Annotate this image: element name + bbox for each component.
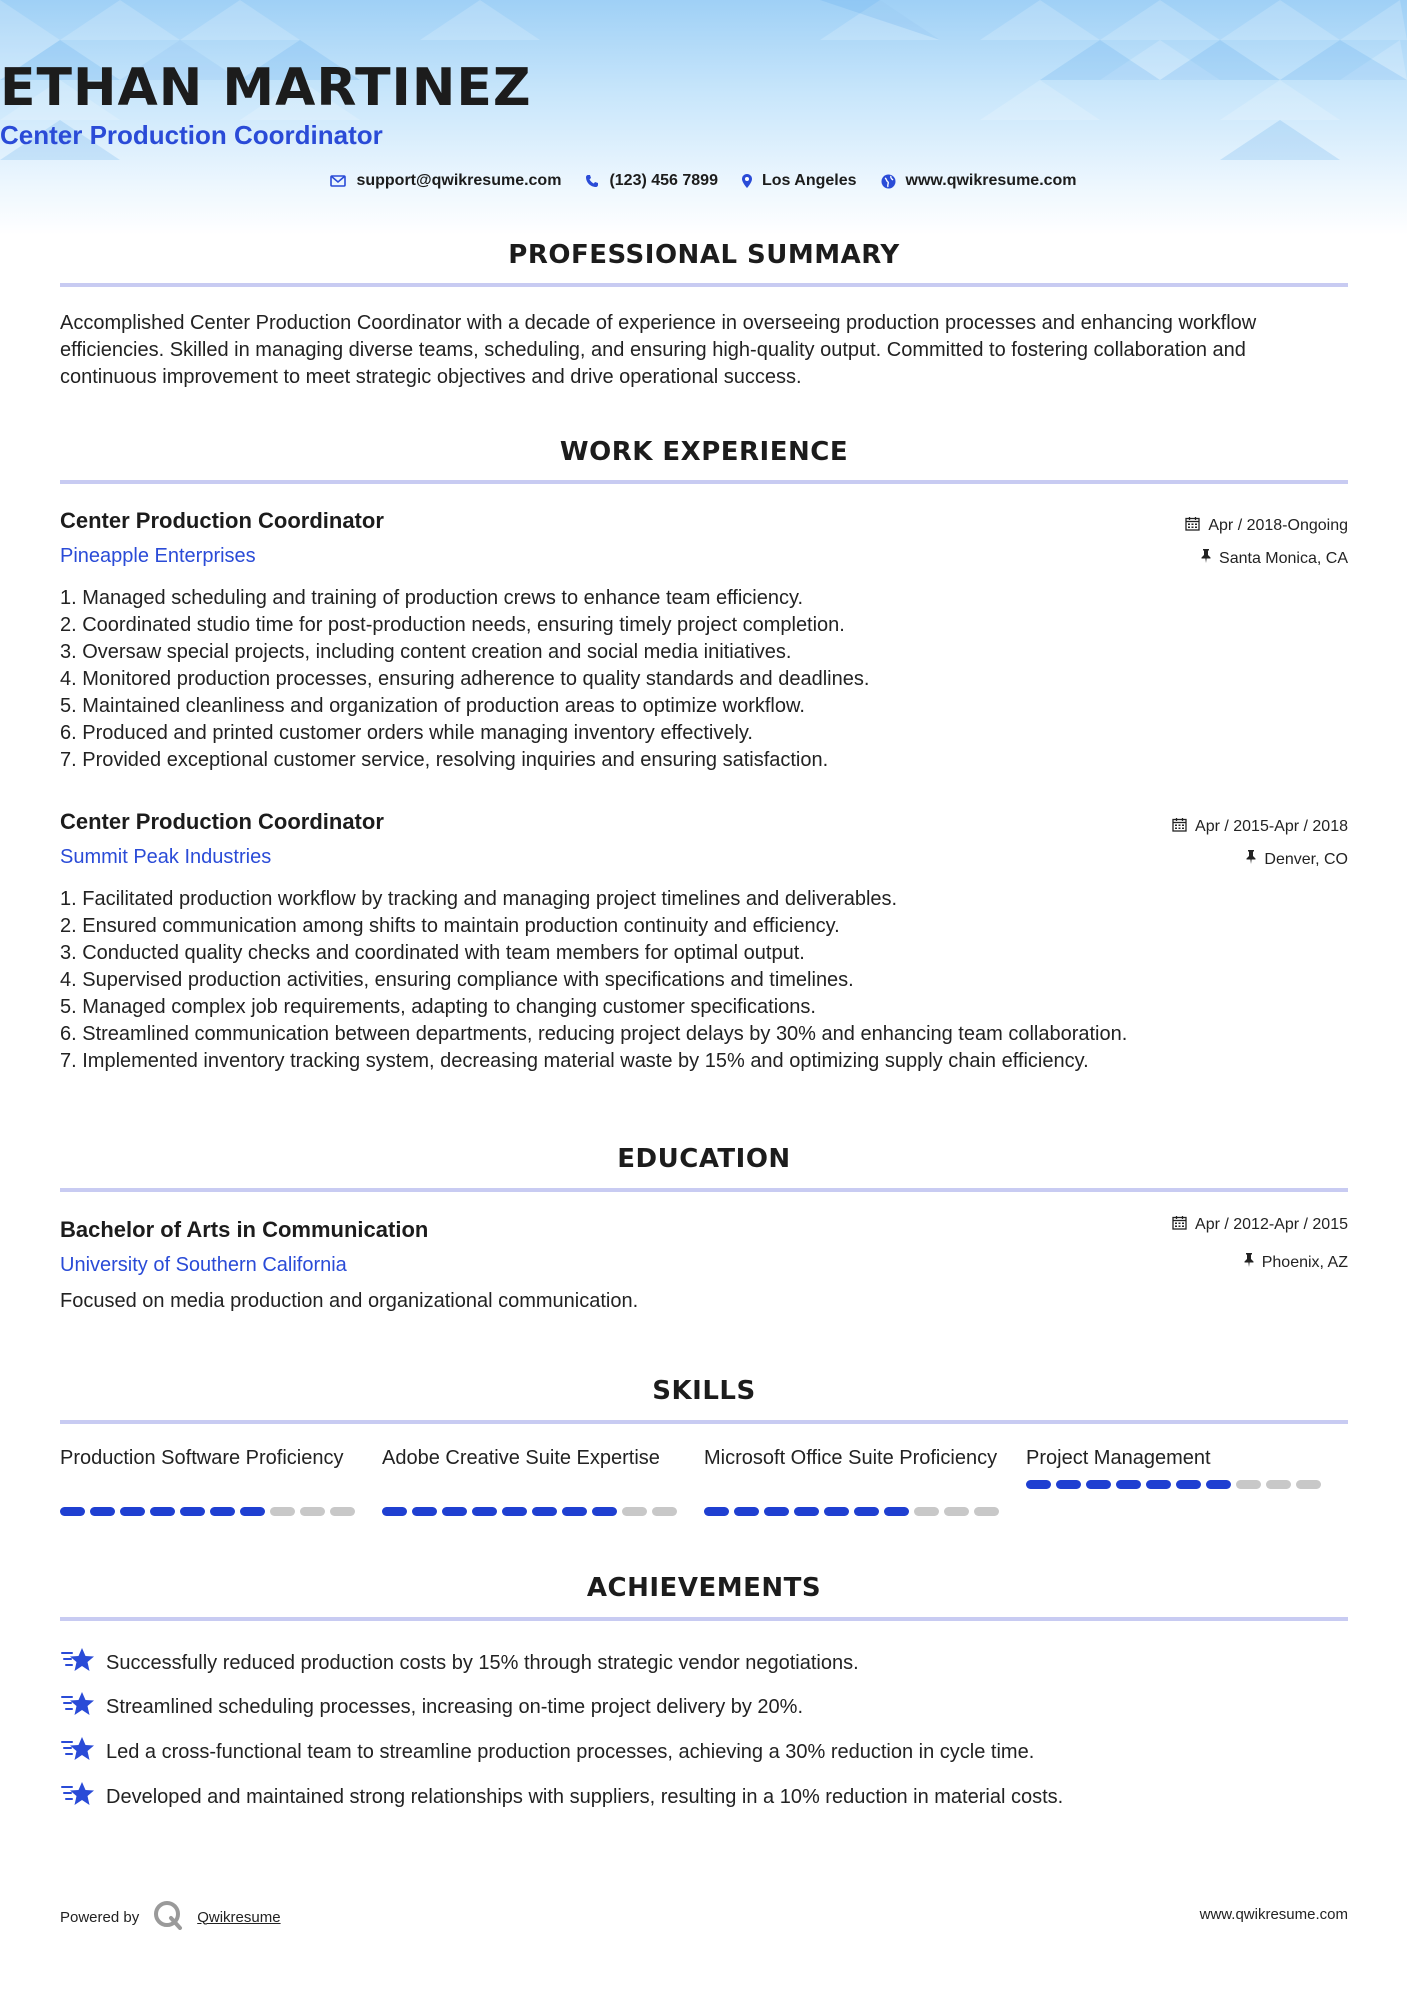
list-item: 3. Oversaw special projects, including content creation and social media initiatives. — [60, 641, 792, 663]
contact-phone[interactable] — [585, 172, 718, 190]
skill-segment-filled — [1146, 1480, 1171, 1489]
list-item: 6. Streamlined communication between departments, reducing project delays by 30% and enhancing team collaboration. — [60, 1023, 1128, 1045]
list-item: 5. Managed complex job requirements, adapting to changing customer specifications. — [60, 996, 816, 1018]
calendar-icon — [1172, 1215, 1187, 1235]
achievement-item — [60, 1734, 1348, 1770]
skills-divider — [60, 1420, 1348, 1424]
education-divider — [60, 1188, 1348, 1192]
list-item: 7. Implemented inventory tracking system, decreasing material waste by 15% and optimizing supply chain efficiency. — [60, 1050, 1089, 1072]
skill-segment-empty — [652, 1507, 677, 1516]
achievement-text: Led a cross-functional team to streamline production processes, achieving a 30% reduction in cycle time. — [106, 1740, 1035, 1763]
globe-icon — [881, 174, 896, 189]
education-description: Focused on media production and organizational communication. — [60, 1290, 639, 1312]
skill-segment-empty — [944, 1507, 969, 1516]
qwikresume-link[interactable]: Qwikresume — [197, 1908, 281, 1926]
skill-segment-filled — [210, 1507, 235, 1516]
summary-divider — [60, 283, 1348, 287]
skill-name: Microsoft Office Suite Proficiency — [704, 1447, 998, 1469]
contact-website[interactable] — [881, 172, 1077, 190]
achievements-heading: ACHIEVEMENTS — [586, 1573, 822, 1603]
skill-segment-filled — [562, 1507, 587, 1516]
contact-bar — [0, 172, 1407, 190]
skill-segment-empty — [1266, 1480, 1291, 1489]
list-item: 7. Provided exceptional customer service, resolving inquiries and ensuring satisfaction. — [60, 749, 829, 771]
skill-segment-filled — [704, 1507, 729, 1516]
school-name: University of Southern California — [60, 1254, 347, 1276]
skill-segment-filled — [502, 1507, 527, 1516]
job-bullets — [60, 886, 1348, 1075]
phone-text: (123) 456 7899 — [609, 172, 718, 189]
list-item: 5. Maintained cleanliness and organization of production areas to optimize workflow. — [60, 695, 805, 717]
skill-segment-filled — [60, 1507, 85, 1516]
skill-segment-filled — [734, 1507, 759, 1516]
calendar-icon — [1172, 817, 1187, 837]
powered-by-label: Powered by — [60, 1908, 140, 1926]
qwikresume-logo-icon — [153, 1900, 183, 1934]
list-item: 2. Coordinated studio time for post-production needs, ensuring timely project completion. — [60, 614, 845, 636]
list-item: 3. Conducted quality checks and coordinated with team members for optimal output. — [60, 942, 805, 964]
education-dates-text: Apr / 2012-Apr / 2015 — [1195, 1216, 1348, 1233]
skill-item — [382, 1445, 704, 1516]
job-location — [1246, 850, 1348, 869]
contact-email[interactable] — [330, 172, 561, 190]
star-icon — [60, 1734, 96, 1770]
skill-segment-filled — [90, 1507, 115, 1516]
job-dates-text: Apr / 2015-Apr / 2018 — [1195, 818, 1348, 835]
job-title: Center Production Coordinator — [60, 508, 384, 533]
skill-name: Production Software Proficiency — [60, 1447, 344, 1469]
skill-segment-filled — [794, 1507, 819, 1516]
skill-item — [60, 1445, 382, 1516]
pushpin-icon — [1244, 1253, 1254, 1272]
star-icon — [60, 1645, 96, 1681]
skills-heading: SKILLS — [652, 1376, 756, 1406]
skill-segment-filled — [120, 1507, 145, 1516]
company-name: Summit Peak Industries — [60, 846, 272, 868]
pushpin-icon — [1246, 850, 1256, 869]
skill-segment-filled — [1056, 1480, 1081, 1489]
location-text: Los Angeles — [761, 172, 857, 189]
achievement-text: Developed and maintained strong relationships with suppliers, resulting in a 10% reduction in material costs. — [106, 1785, 1064, 1808]
summary-heading: PROFESSIONAL SUMMARY — [508, 240, 900, 270]
skill-segment-filled — [442, 1507, 467, 1516]
job-bullets — [60, 585, 1348, 774]
candidate-name: ETHAN MARTINEZ — [0, 58, 532, 118]
skill-segment-filled — [1176, 1480, 1201, 1489]
education-heading: EDUCATION — [617, 1144, 791, 1174]
list-item: 6. Produced and printed customer orders while managing inventory effectively. — [60, 722, 753, 744]
star-icon — [60, 1689, 96, 1725]
pushpin-icon — [1201, 549, 1211, 568]
list-item: 4. Supervised production activities, ensuring compliance with specifications and timelines. — [60, 969, 854, 991]
job-dates — [1172, 817, 1348, 837]
skill-segment-empty — [270, 1507, 295, 1516]
skill-level-bar — [382, 1507, 704, 1516]
map-pin-icon — [742, 174, 752, 188]
envelope-icon — [330, 175, 346, 187]
summary-text: Accomplished Center Production Coordinator with a decade of experience in overseeing production processes and enhancing workflow efficiencies. Skilled in managing diverse teams, scheduling, and ensuring high-quality output. Committed to fostering collaboration and continuous improvement to meet strategic objectives and drive operational success. — [60, 312, 1257, 388]
footer-powered-by — [60, 1900, 281, 1934]
list-item: 1. Facilitated production workflow by tracking and managing project timelines and deliverables. — [60, 888, 898, 910]
achievement-item — [60, 1689, 1348, 1725]
skill-segment-filled — [532, 1507, 557, 1516]
achievement-item — [60, 1645, 1348, 1681]
skill-segment-filled — [472, 1507, 497, 1516]
skill-segment-filled — [884, 1507, 909, 1516]
contact-location — [742, 172, 857, 190]
skill-segment-filled — [592, 1507, 617, 1516]
calendar-icon — [1185, 516, 1200, 536]
list-item: 1. Managed scheduling and training of production crews to enhance team efficiency. — [60, 587, 804, 609]
achievement-text: Streamlined scheduling processes, increasing on-time project delivery by 20%. — [106, 1695, 804, 1718]
skill-level-bar — [60, 1507, 382, 1516]
skill-item — [1026, 1445, 1348, 1516]
skill-segment-filled — [854, 1507, 879, 1516]
job-title: Center Production Coordinator — [60, 809, 384, 834]
achievement-item — [60, 1779, 1348, 1815]
degree-title: Bachelor of Arts in Communication — [60, 1217, 429, 1242]
skill-segment-filled — [1086, 1480, 1111, 1489]
skill-item — [704, 1445, 1026, 1516]
skill-segment-empty — [974, 1507, 999, 1516]
list-item: 2. Ensured communication among shifts to maintain production continuity and efficiency. — [60, 915, 840, 937]
skill-level-bar — [704, 1507, 1026, 1516]
skill-segment-filled — [764, 1507, 789, 1516]
job-dates — [1185, 516, 1348, 536]
skill-segment-empty — [300, 1507, 325, 1516]
education-location — [1244, 1253, 1348, 1272]
job-location — [1201, 549, 1348, 568]
experience-heading: WORK EXPERIENCE — [559, 437, 849, 467]
skill-segment-filled — [180, 1507, 205, 1516]
skill-segment-filled — [1206, 1480, 1231, 1489]
skill-segment-empty — [622, 1507, 647, 1516]
education-dates — [1172, 1215, 1348, 1235]
website-text: www.qwikresume.com — [905, 172, 1077, 189]
company-name: Pineapple Enterprises — [60, 545, 256, 567]
skill-name: Adobe Creative Suite Expertise — [382, 1447, 660, 1469]
skill-segment-filled — [412, 1507, 437, 1516]
skills-grid — [60, 1445, 1348, 1516]
list-item: 4. Monitored production processes, ensuring adherence to quality standards and deadlines. — [60, 668, 870, 690]
job-location-text: Denver, CO — [1264, 850, 1348, 868]
skill-segment-filled — [824, 1507, 849, 1516]
achievements-divider — [60, 1617, 1348, 1621]
skill-segment-filled — [382, 1507, 407, 1516]
footer-website[interactable]: www.qwikresume.com — [1199, 1906, 1348, 1923]
phone-icon — [585, 174, 599, 188]
education-location-text: Phoenix, AZ — [1261, 1253, 1348, 1271]
star-icon — [60, 1779, 96, 1815]
skill-level-bar — [1026, 1480, 1348, 1489]
skill-segment-empty — [1296, 1480, 1321, 1489]
skill-segment-empty — [330, 1507, 355, 1516]
skill-segment-filled — [1116, 1480, 1141, 1489]
experience-divider — [60, 480, 1348, 484]
skill-segment-filled — [1026, 1480, 1051, 1489]
achievement-text: Successfully reduced production costs by 15% through strategic vendor negotiations. — [106, 1651, 859, 1674]
email-text: support@qwikresume.com — [356, 172, 562, 189]
skill-name: Project Management — [1026, 1447, 1211, 1469]
skill-segment-empty — [914, 1507, 939, 1516]
candidate-title: Center Production Coordinator — [0, 120, 383, 150]
job-dates-text: Apr / 2018-Ongoing — [1208, 517, 1348, 534]
skill-segment-empty — [1236, 1480, 1261, 1489]
job-location-text: Santa Monica, CA — [1219, 549, 1348, 567]
skill-segment-filled — [150, 1507, 175, 1516]
skill-segment-filled — [240, 1507, 265, 1516]
